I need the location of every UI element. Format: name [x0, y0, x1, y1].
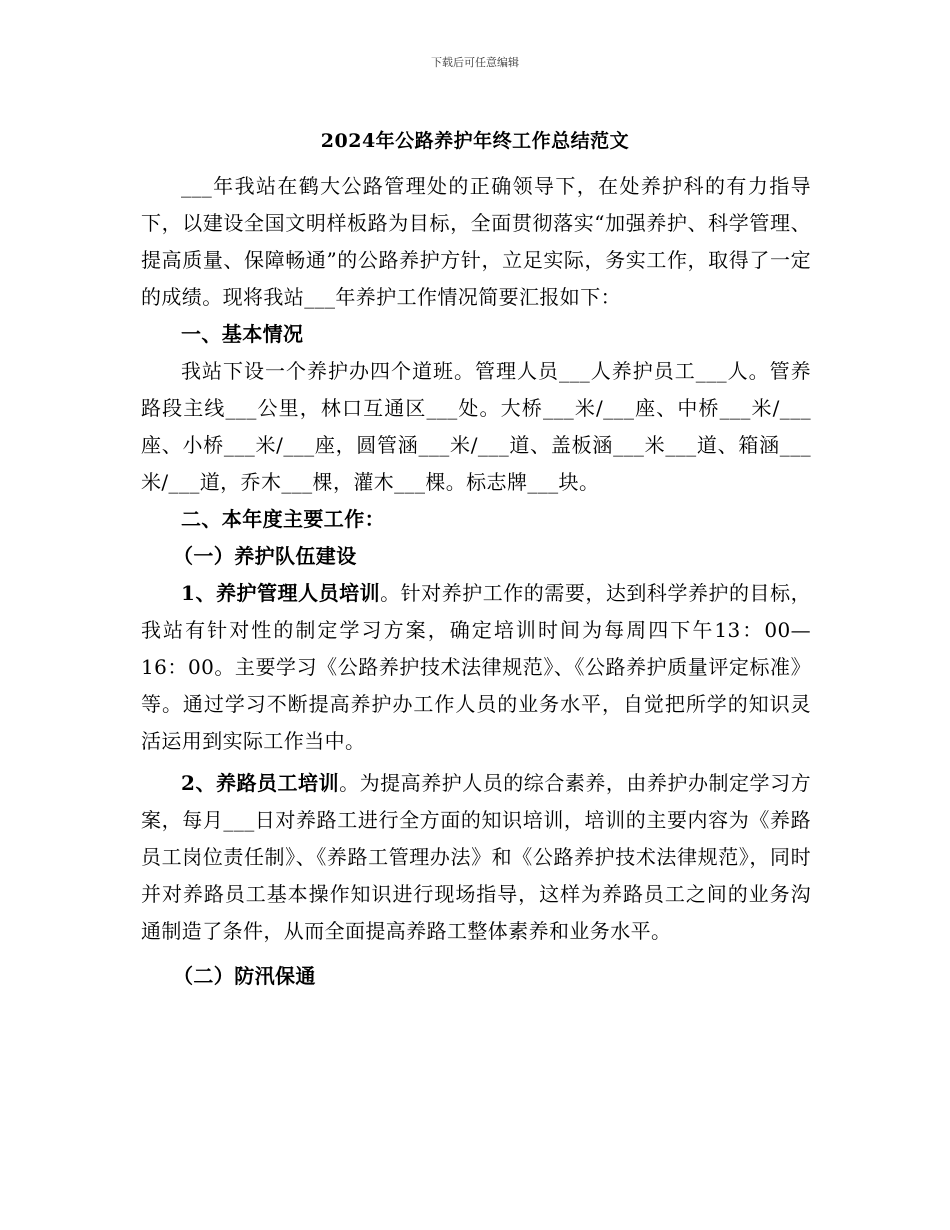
section-heading-basic-info: 一、基本情况 [181, 322, 304, 346]
basic-info-paragraph: 我站下设一个养护办四个道班。管理人员___人养护员工___人。管养路段主线___公里，林口互通区___处。大桥___米/___座、中桥___米/___座、小桥___米/___座，圆管涵___米/___道、盖板涵___米___道、箱涵___米/___道，乔木___棵，灌木___棵。标志牌___块。 [141, 359, 811, 494]
item-title-manager-training: 1、养护管理人员培训 [181, 581, 381, 605]
item-paragraph-manager-training [141, 575, 811, 760]
document-body [141, 168, 811, 995]
intro-paragraph: ___年我站在鹤大公路管理处的正确领导下，在处养护科的有力指导下，以建设全国文明样板路为目标，全面贯彻落实“加强养护、科学管理、提高质量、保障畅通”的公路养护方针，立足实际，务实工作，取得了一定的成绩。现将我站___年养护工作情况简要汇报如下： [141, 174, 811, 309]
item-body-worker-training: 。为提高养护人员的综合素养，由养护办制定学习方案，每月___日对养路工进行全方面的知识培训，培训的主要内容为《养路员工岗位责任制》、《养路工管理办法》和《公路养护技术法律规范》，同时并对养路员工基本操作知识进行现场指导，这样为养路员工之间的业务沟通制造了条件，从而全面提高养路工整体素养和业务水平。 [141, 771, 812, 943]
item-paragraph-worker-training [141, 765, 811, 950]
section-heading-main-work: 二、本年度主要工作： [181, 507, 385, 531]
item-title-worker-training: 2、养路员工培训 [181, 771, 340, 795]
page-title: 2024年公路养护年终工作总结范文 [320, 130, 630, 152]
subsection-heading-team-building: （一）养护队伍建设 [173, 544, 357, 568]
subsection-heading-flood-control: （二）防汛保通 [173, 964, 316, 988]
item-body-manager-training: 。针对养护工作的需要，达到科学养护的目标，我站有针对性的制定学习方案，确定培训时间为每周四下午13：00—16：00。主要学习《公路养护技术法律规范》、《公路养护质量评定标准》等。通过学习不断提高养护办工作人员的业务水平，自觉把所学的知识灵活运用到实际工作当中。 [141, 581, 811, 753]
header-note: 下载后可任意编辑 [431, 56, 519, 69]
